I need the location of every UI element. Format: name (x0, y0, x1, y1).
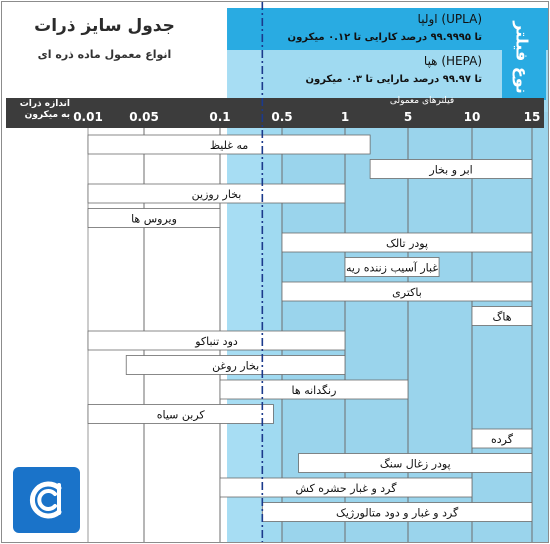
upla-filter-desc: تا ۹۹.۹۹۹۵ درصد کارایی تا ۰.۱۲ میکرون (287, 32, 482, 43)
particle-size-axis-label: اندازه ذرات به میکرون (19, 99, 70, 120)
range-bar-label-14: پودر زغال سنگ (379, 457, 451, 471)
filter-type-label (502, 14, 542, 109)
range-bar-label-3: بخار روزین (191, 188, 242, 201)
hepa-filter-desc: تا ۹۹.۹۷ درصد مارایی تا ۰.۳ میکرون (305, 74, 482, 85)
common-filters-label: فیلترهای معمولی (389, 96, 455, 106)
tick-label-0.1: 0.1 (209, 110, 231, 124)
range-bar-label-4: ویروس ها (131, 212, 177, 226)
chart-frame (1, 1, 549, 543)
range-bar-label-12: کربن سیاه (156, 408, 205, 422)
range-bar-label-9: دود تنباکو (195, 335, 238, 348)
tick-label-0.05: 0.05 (129, 110, 159, 124)
range-bar-label-1: مه غلیظ (209, 139, 249, 152)
range-bar-label-7: باکتری (392, 286, 422, 299)
chart-title: جدول سایز ذرات (34, 16, 175, 36)
chart-subtitle: انواع معمول ماده ذره ای (37, 48, 172, 61)
range-bar-label-2: ابر و بخار (429, 163, 473, 177)
tick-label-0.5: 0.5 (271, 110, 293, 124)
range-bar-label-6: غبار آسیب زننده ریه (345, 261, 439, 275)
brand-logo (13, 467, 80, 533)
hepa-filter-name: (HEPA) هپا (423, 54, 482, 68)
range-bar-label-10: بخار روغن (212, 359, 260, 373)
range-bar-label-13: گرده (491, 433, 513, 446)
upla-filter-name: (UPLA) اولپا (417, 12, 482, 26)
range-bar-label-8: هاگ (492, 310, 512, 324)
tick-label-1: 1 (340, 110, 350, 124)
range-bar-label-11: رنگدانه ها (291, 384, 337, 397)
tick-label-15: 15 (523, 110, 541, 124)
range-bar-label-5: پودر تالک (385, 237, 429, 250)
filter-type-label-text: نوع فیلتر (512, 21, 532, 94)
tick-label-0.01: 0.01 (73, 110, 103, 124)
tick-label-10: 10 (463, 110, 481, 124)
range-bar-label-16: گرد و غبار و دود متالورژیک (336, 506, 459, 520)
range-bar-label-15: گرد و غبار حشره کش (295, 482, 397, 495)
brand-logo-icon (13, 467, 80, 533)
tick-label-5: 5 (403, 110, 413, 124)
